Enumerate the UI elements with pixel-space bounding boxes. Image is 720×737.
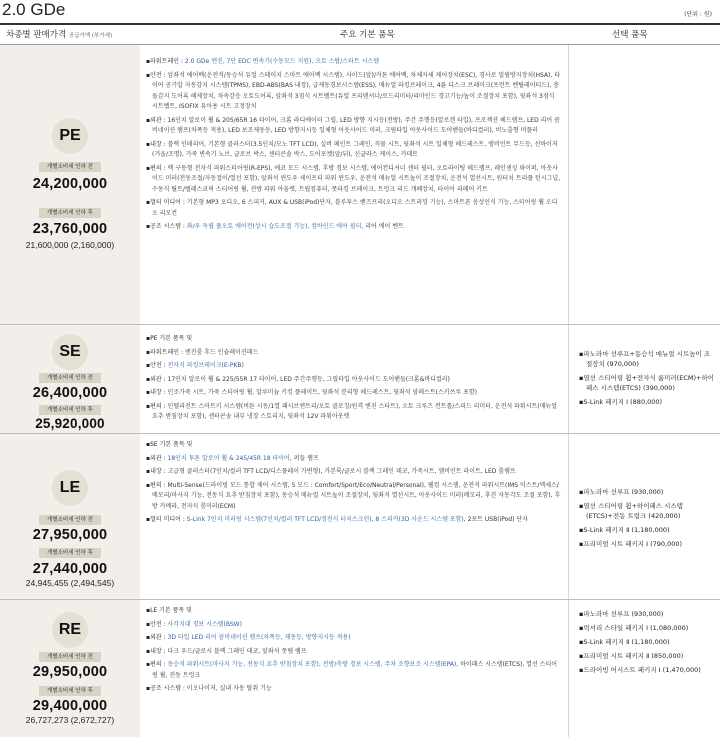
basic-item [146, 633, 562, 644]
header-price: 차종별 판매가격 공급가액 (부가세) [6, 30, 113, 40]
basic-item [146, 620, 562, 631]
price-before: 24,200,000 [32, 176, 108, 192]
page-title: 2.0 GDe [2, 0, 66, 19]
basic-item-category: ▪내장 : [146, 140, 168, 148]
before-label: 개별소비세 인하 전 [39, 515, 101, 525]
basic-item-category: ▪SE 기본 품목 및 [146, 441, 193, 448]
price-after: 25,920,000 [35, 416, 105, 431]
basic-item-category: ▪PE 기본 품목 및 [146, 335, 193, 342]
option-item: ▪파노라마 선루프 (930,000) [579, 488, 664, 496]
trim-row-se [0, 325, 720, 434]
trim-row-re [0, 600, 720, 737]
basic-item [146, 467, 562, 478]
basic-item-highlight: 동승석 파워시트(마사지 기능, 전동식 요추 받침장치 포함), 전방/측방 경보 시스템, 주차 조향보조 시스템(EPA) [167, 661, 457, 668]
after-label: 개별소비세 인하 후 [39, 405, 101, 415]
basic-item [146, 388, 562, 399]
basic-item-highlight: 2.0 GDe 엔진, 7단 EDC 변속기(수동모드 지원), 오토 스탑/스타트 시스템 [184, 58, 380, 65]
option-item: ▪열선 스티어링 휠+전자식 룸미러(ECM)+하이패스 시스템(ETCS) (390,000) [579, 374, 715, 392]
basic-item-text: 17인치 알로이 휠 & 225/55R 17 타이어, LED 주간주행등, 그릴타입 아웃사이드 도어핸들(크롬&바디컬러) [167, 375, 450, 383]
basic-item-highlight: 전자식 파킹브레이크(E-PKB) [167, 362, 244, 369]
basic-item-text: , 퍼들 램프 [289, 454, 319, 462]
basic-item-text: 랙 구동형 전자식 파워스티어링(R-EPS), 에코 모드 시스템, 후방 경보 시스템, 에어컨디셔너 센터 필터, 오토라이팅 헤드램프, 레인센싱 와이퍼, 아웃사이드 미러(전동조절/자동접이/열선 포함), 앞좌석 윈도우 세이프티 파워 윈도우, 운전석 매뉴얼 시트높이 조절장치, 운전석 열선시트, 원터치 트리플 턴시그널, 수동식 틸트/텔레스코픽 스티어링 휠, 전방 파워 아울렛, 트립컴퓨터, 풋파킹 브레이크, 트렁크 리드 개폐장치, 타이어 리페어 키트 [152, 164, 561, 193]
basic-item [146, 198, 562, 219]
basic-item-category: ▪멀티 미디어 : [146, 199, 187, 206]
trim-badge: RE [52, 612, 88, 648]
basic-item-category: ▪내장 : [146, 389, 168, 396]
basic-item [146, 361, 562, 372]
basic-item [146, 440, 562, 451]
option-item: ▪드라이빙 어시스트 패키지 Ⅰ (1,470,000) [579, 666, 701, 674]
option-item: ▪S-Link 패키지 Ⅰ (880,000) [579, 398, 663, 406]
before-label: 개별소비세 인하 전 [39, 162, 101, 172]
price-after: 23,760,000 [32, 221, 108, 237]
basic-item-category: ▪외관 : [146, 454, 168, 462]
options-cell [568, 600, 720, 737]
basic-item-category: ▪파워트레인 : [146, 348, 185, 356]
basic-item-category: ▪안전 : [146, 71, 168, 79]
basic-item [146, 647, 562, 658]
price-after: 29,400,000 [32, 698, 108, 714]
basic-item-highlight: 사각지대 경보 시스템(BSW) [167, 620, 242, 628]
basic-item-text: 16인치 알로이 휠 & 205/65R 16 타이어, 크롬 라디에이터 그릴, LED 방향 지시등(전방), 주간 주행등(알로겐 타입), 프로젝션 헤드램프, LED 리어 콤비네이션 램프(차폭등 적용), LED 보조제동등, LED 방향지시등 일체형 아웃사이드 미러, 크림타입 아웃사이드 도어핸들(바디컬러), 비노출형 머플러 [152, 116, 560, 134]
basic-item-category: ▪파워트레인 : [146, 58, 185, 65]
trim-price-cell [0, 325, 140, 433]
basic-item-text: 다크 우드/글로시 블랙 그레인 데코, 앞좌석 풋램 램프 [167, 647, 307, 655]
basic-item [146, 375, 562, 386]
basic-item-text: 엔진룸 후드 인슐레이션패드 [184, 348, 259, 356]
option-item: ▪프리미엄 시트 패키지 Ⅱ (850,000) [579, 652, 684, 660]
option-item: ▪파노라마 선루프+동승석 매뉴얼 시트높이 조절장치 (970,000) [579, 350, 711, 368]
option-item: ▪S-Link 패키지 Ⅱ (1,180,000) [579, 638, 670, 646]
options-list [579, 609, 716, 679]
trim-price-cell [0, 45, 140, 324]
basic-item-category: ▪편의 : [146, 402, 168, 410]
basic-items-list [146, 606, 562, 698]
basic-item-category: ▪안전 : [146, 620, 168, 628]
supply-price: 21,600,000 (2,160,000) [25, 240, 115, 250]
before-label: 개별소비세 인하 전 [39, 373, 101, 383]
basic-item-category: ▪LE 기본 품목 및 [146, 607, 192, 614]
after-label: 개별소비세 인하 후 [39, 208, 101, 218]
basic-item-category: ▪편의 : [146, 661, 168, 668]
basic-item-text: 이오나이저, 실내 자동 탈취 기능 [186, 685, 272, 692]
options-cell [568, 325, 720, 433]
basic-item-highlight: 18인치 투톤 알로이 휠 & 245/45R 18 타이어 [167, 454, 290, 462]
basic-item [146, 71, 562, 113]
header-basic-items: 주요 기본 품목 [340, 30, 395, 40]
basic-item [146, 684, 562, 695]
before-label: 개별소비세 인하 전 [39, 652, 101, 662]
basic-item [146, 481, 562, 513]
price-after: 27,440,000 [32, 561, 108, 577]
basic-item [146, 222, 562, 233]
basic-item [146, 660, 562, 681]
basic-items-cell [140, 45, 568, 324]
option-item: ▪럭셔리 스타일 패키지 Ⅰ (1,080,000) [579, 624, 689, 632]
trim-row-le [0, 434, 720, 600]
basic-item-highlight: 좌/우 독립 풀오토 에어컨(상시 습도조절 기능), 컴바인드 에어 필터 [186, 223, 362, 230]
basic-item [146, 402, 562, 423]
basic-items-list [146, 334, 562, 426]
basic-item-category: ▪내장 : [146, 647, 168, 655]
basic-item-category: ▪공조 시스템 : [146, 223, 187, 230]
basic-item [146, 334, 562, 345]
options-list [579, 487, 716, 553]
basic-item [146, 164, 562, 196]
trim-badge: SE [52, 334, 88, 370]
unit-note: (단위 : 원) [684, 11, 712, 18]
basic-item-text: 앞좌석 에어백(운전석/동승석 듀얼 스테이지 스마트 에어백 시스템), 사이드(앞)/커튼 에어백, 차체자세 제어장치(ESC), 경사로 밀림방지장치(HSA), 타이어 공기압 자동감지 시스템(TPMS), EBD-ABS(BAS 내장), 급제동경보시스템(ESS), 매뉴얼 파킹브레이크, 4륜 디스크 브레이크(프런트 벤틸레이티드), 충돌감지 도어록 해제장치, 차속감응 오토도어록, 앞좌석 3점식 시트벨트(듀얼 프리텐셔너/로드리미터/리마인드 경고기능/높이 조절장치 포함), 뒷좌석 3점식 시트벨트, ISOFIX 유아용 시트 고정장치 [152, 71, 561, 110]
basic-item [146, 348, 562, 359]
basic-item-highlight: 3D 타입 LED 리어 콤비네이션 램프(차폭등, 제동등, 방향지시등 적용) [167, 634, 351, 641]
options-cell [568, 45, 720, 324]
option-item: ▪파노라마 선루프 (930,000) [579, 610, 664, 618]
basic-item-category: ▪편의 : [146, 164, 168, 172]
basic-item-category: ▪안전 : [146, 362, 168, 369]
options-cell [568, 434, 720, 599]
options-list [579, 349, 716, 411]
basic-item-text: 인조가죽 시트, 가죽 스티어링 휠, 알루미늄 키킹 플레이트, 뒷좌석 분리형 헤드레스트, 뒷좌석 암레스트(스키쓰루 포함) [167, 389, 478, 396]
option-item: ▪프리미엄 시트 패키지 Ⅰ (790,000) [579, 540, 683, 548]
price-before: 29,950,000 [32, 664, 108, 680]
basic-item-category: ▪멀티 미디어 : [146, 516, 187, 523]
basic-item [146, 606, 562, 617]
trim-badge: PE [52, 118, 88, 154]
basic-item-text: 고급형 클러스터(7인치/컬러 TFT LCD/디스플레이 가변형), 카본룩/글로시 블랙 그레인 데코, 가죽시트, 앰비언트 라이트, LED 룸램프 [167, 468, 516, 475]
trim-price-cell [0, 600, 140, 737]
basic-item-category: ▪공조 시스템 : [146, 685, 187, 692]
basic-item [146, 116, 562, 137]
basic-item-text: 블랙 인테리어, 기본형 클러스터(3.5인치/모노 TFT LCD), 실버 페인트 그레인, 직물 시트, 뒷좌석 시트 일체형 헤드레스트, 앰비언트 무드등, 선바이저(거울/조명), 가죽 변속기 노브, 글로브 박스, 센터콘솔 박스, 도어포켓(앞/뒤), 신글라스 케이스, 카데트 [152, 140, 558, 158]
trim-price-cell [0, 434, 140, 599]
basic-item-highlight: S-Link 7인치 미러링 시스템(7인치/컬러 TFT LCD/정전식 터치스크린), 8 스피커(3D 사운드 시스템 포함) [186, 516, 464, 523]
table-header [0, 25, 720, 43]
basic-item-text: Multi-Sense(드라이빙 모드 통합 제어 시스템, 5 모드 : Comfort/Sport/Eco/Neutral/Personal), 웰컴 시스템, 운전석 파워시트(IMS 익스트/액세스/메모리/마사지 기능, 전동식 요추 받침장치 포함), 동승석 매뉴얼 시트높이 조절장치, 뒷좌석 열선시트, 아웃사이드 미러(메모리, 후진 자동각도 조절 포함), 후방 카메라, 전자식 룸미러(ECM) [152, 481, 561, 510]
supply-price: 24,945,455 (2,494,545) [25, 578, 115, 588]
basic-item-category: ▪외관 : [146, 375, 168, 383]
basic-items-cell [140, 600, 568, 737]
basic-items-cell [140, 325, 568, 433]
trim-row-pe [0, 45, 720, 325]
basic-item [146, 140, 562, 161]
basic-item-category: ▪외관 : [146, 634, 168, 641]
after-label: 개별소비세 인하 후 [39, 686, 101, 696]
header-price-note: 공급가액 (부가세) [68, 33, 113, 39]
price-before: 27,950,000 [32, 527, 108, 543]
trim-badge: LE [52, 470, 88, 506]
header-options: 선택 품목 [612, 30, 648, 40]
basic-items-list [146, 440, 562, 529]
price-before: 26,400,000 [32, 385, 108, 401]
after-label: 개별소비세 인하 후 [39, 548, 101, 558]
basic-item-category: ▪외관 : [146, 116, 168, 124]
basic-item [146, 57, 562, 68]
basic-item-text: , 하이패스 시스템(ETCS), 열선 스티어링 휠, 전동 트렁크 [152, 661, 558, 679]
option-item: ▪S-Link 패키지 Ⅱ (1,180,000) [579, 526, 670, 534]
basic-item [146, 515, 562, 526]
basic-item-text: , 2포트 USB(iPod) 단자 [463, 516, 528, 523]
basic-item-text: 기본형 MP3 오디오, 6 스피커, AUX & USB(iPod)단자, 블루투스 핸즈프리(오디오 스트리밍 기능), 스마트폰 음성인식 기능, 스티어링 휠 오디오 리모컨 [152, 199, 558, 217]
option-item: ▪열선 스티어링 휠+하이패스 시스템(ETCS)+전동 트렁크 (420,000) [579, 502, 683, 520]
basic-items-cell [140, 434, 568, 599]
basic-item [146, 454, 562, 465]
basic-items-list [146, 57, 562, 236]
basic-item-text: 인텔리전트 스마트키 시스템(버튼 시동/1열 패시브엔트리/오토 클로징/원격 엔진 스타트), 오토 크루즈 컨트롤/스피드 리미터, 운전석 파워시트(매뉴얼 요추 받침장치 포함), 센터콘솔 내부 냉장 스토리지, 뒷좌석 12V 파워아웃렛 [152, 402, 558, 420]
basic-item-text: , 리어 에어 벤트 [361, 223, 404, 230]
basic-item-category: ▪내장 : [146, 468, 168, 475]
basic-item-category: ▪편의 : [146, 481, 168, 489]
supply-price: 26,727,273 (2,672,727) [25, 715, 115, 725]
